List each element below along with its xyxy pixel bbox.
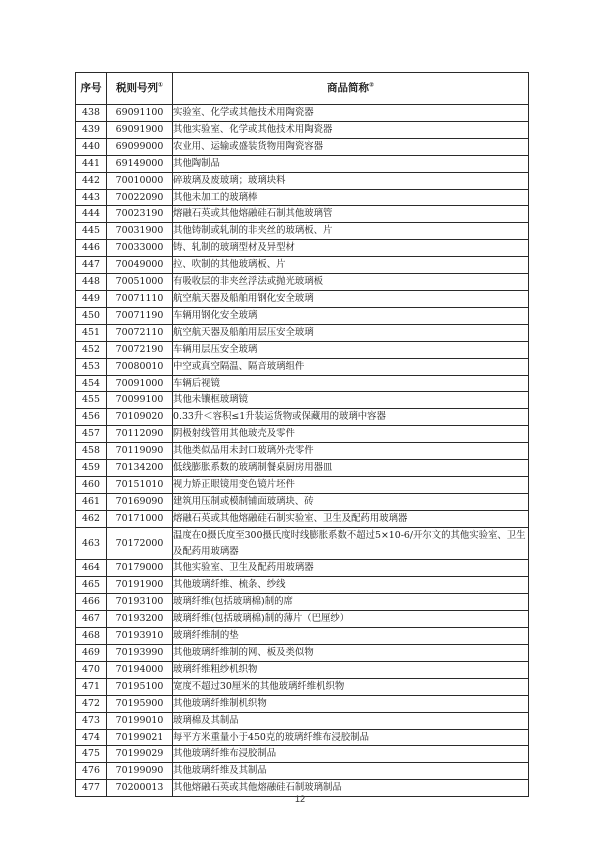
row-number-cell: 472 [76, 695, 107, 712]
table-row [76, 510, 529, 527]
tariff-code-cell: 69149000 [107, 155, 173, 172]
product-name-cell: 阴极射线管用其他玻壳及零件 [173, 426, 529, 443]
tariff-code-cell: 70195900 [107, 695, 173, 712]
row-number-cell: 456 [76, 409, 107, 426]
row-number-cell: 444 [76, 206, 107, 223]
product-name-cell: 熔融石英或其他熔融硅石制实验室、卫生及配药用玻璃器 [173, 510, 529, 527]
row-number-cell: 475 [76, 746, 107, 763]
row-number-cell: 439 [76, 121, 107, 138]
table-header [76, 73, 529, 105]
row-number-cell: 466 [76, 594, 107, 611]
row-number-cell: 453 [76, 358, 107, 375]
tariff-code-cell: 70172000 [107, 527, 173, 560]
row-number-cell: 446 [76, 240, 107, 257]
tariff-code-cell: 70199029 [107, 746, 173, 763]
row-number-cell: 471 [76, 678, 107, 695]
product-name-cell: 0.33升＜容积≤1升装运货物或保藏用的玻璃中容器 [173, 409, 529, 426]
table-row [76, 426, 529, 443]
table-row [76, 375, 529, 392]
row-number-cell: 443 [76, 189, 107, 206]
header-no: 序号 [76, 73, 107, 105]
tariff-code-cell: 70091000 [107, 375, 173, 392]
row-number-cell: 447 [76, 257, 107, 274]
product-name-cell: 玻璃纤维(包括玻璃棉)制的薄片（巴厘纱） [173, 611, 529, 628]
row-number-cell: 451 [76, 324, 107, 341]
header-code: 税则号列① [107, 73, 173, 105]
tariff-code-cell: 70119090 [107, 443, 173, 460]
table-row [76, 678, 529, 695]
table-row [76, 560, 529, 577]
table-row [76, 105, 529, 122]
table-row [76, 358, 529, 375]
row-number-cell: 476 [76, 763, 107, 780]
tariff-code-cell: 70010000 [107, 172, 173, 189]
table-row [76, 138, 529, 155]
product-name-cell: 低线膨胀系数的玻璃制餐桌厨房用器皿 [173, 460, 529, 477]
table-row [76, 661, 529, 678]
tariff-code-cell: 70193100 [107, 594, 173, 611]
product-name-cell: 其他实验室、卫生及配药用玻璃器 [173, 560, 529, 577]
table-row [76, 223, 529, 240]
table-row [76, 527, 529, 560]
tariff-code-cell: 70193910 [107, 628, 173, 645]
row-number-cell: 470 [76, 661, 107, 678]
row-number-cell: 440 [76, 138, 107, 155]
tariff-code-cell: 70072110 [107, 324, 173, 341]
tariff-code-cell: 70194000 [107, 661, 173, 678]
product-name-cell: 其他熔融石英或其他熔融硅石制玻璃制品 [173, 780, 529, 797]
row-number-cell: 465 [76, 577, 107, 594]
tariff-code-cell: 69091100 [107, 105, 173, 122]
row-number-cell: 477 [76, 780, 107, 797]
tariff-code-cell: 70134200 [107, 460, 173, 477]
tariff-code-cell: 70072190 [107, 341, 173, 358]
product-name-cell: 玻璃棉及其制品 [173, 712, 529, 729]
product-name-cell: 其他实验室、化学或其他技术用陶瓷器 [173, 121, 529, 138]
table-row [76, 172, 529, 189]
footnote-mark-1: ① [157, 81, 164, 89]
table-row [76, 493, 529, 510]
row-number-cell: 463 [76, 527, 107, 560]
product-name-cell: 玻璃纤维粗纱机织物 [173, 661, 529, 678]
product-name-cell: 拉、吹制的其他玻璃板、片 [173, 257, 529, 274]
table-row [76, 274, 529, 291]
row-number-cell: 450 [76, 307, 107, 324]
table-row [76, 257, 529, 274]
tariff-code-cell: 70195100 [107, 678, 173, 695]
product-name-cell: 玻璃纤维(包括玻璃棉)制的席 [173, 594, 529, 611]
tariff-code-cell: 70099100 [107, 392, 173, 409]
row-number-cell: 460 [76, 476, 107, 493]
tariff-code-cell: 70022090 [107, 189, 173, 206]
row-number-cell: 454 [76, 375, 107, 392]
product-name-cell: 车辆用层压安全玻璃 [173, 341, 529, 358]
product-name-cell: 其他未镶框玻璃镜 [173, 392, 529, 409]
product-name-cell: 有吸收层的非夹丝浮法或抛光玻璃板 [173, 274, 529, 291]
row-number-cell: 457 [76, 426, 107, 443]
product-name-cell: 其他铸制或轧制的非夹丝的玻璃板、片 [173, 223, 529, 240]
row-number-cell: 455 [76, 392, 107, 409]
product-name-cell: 其他类似品用未封口玻璃外壳零件 [173, 443, 529, 460]
table-row [76, 307, 529, 324]
tariff-code-cell: 70051000 [107, 274, 173, 291]
tariff-code-cell: 70199090 [107, 763, 173, 780]
tariff-code-cell: 70033000 [107, 240, 173, 257]
row-number-cell: 461 [76, 493, 107, 510]
table-row [76, 763, 529, 780]
table-row [76, 443, 529, 460]
tariff-code-cell: 70193200 [107, 611, 173, 628]
tariff-code-cell: 70191900 [107, 577, 173, 594]
tariff-code-cell: 70112090 [107, 426, 173, 443]
row-number-cell: 438 [76, 105, 107, 122]
row-number-cell: 468 [76, 628, 107, 645]
tariff-code-cell: 70193990 [107, 645, 173, 662]
row-number-cell: 452 [76, 341, 107, 358]
table-row [76, 206, 529, 223]
table-row [76, 695, 529, 712]
product-name-cell: 农业用、运输或盛装货物用陶瓷容器 [173, 138, 529, 155]
tariff-code-cell: 70031900 [107, 223, 173, 240]
table-row [76, 392, 529, 409]
product-name-cell: 温度在0摄氏度至300摄氏度时线膨胀系数不超过5×10-6/开尔文的其他实验室、卫生及配药用玻璃器 [173, 527, 529, 560]
table-row [76, 341, 529, 358]
tariff-code-cell: 70199010 [107, 712, 173, 729]
tariff-code-cell: 70171000 [107, 510, 173, 527]
table-row [76, 460, 529, 477]
row-number-cell: 448 [76, 274, 107, 291]
product-name-cell: 中空或真空隔温、隔音玻璃组件 [173, 358, 529, 375]
product-name-cell: 车辆用钢化安全玻璃 [173, 307, 529, 324]
tariff-code-cell: 70023190 [107, 206, 173, 223]
product-name-cell: 熔融石英或其他熔融硅石制其他玻璃管 [173, 206, 529, 223]
row-number-cell: 469 [76, 645, 107, 662]
table-row [76, 409, 529, 426]
table-row [76, 594, 529, 611]
product-name-cell: 其他玻璃纤维布浸胶制品 [173, 746, 529, 763]
row-number-cell: 474 [76, 729, 107, 746]
table-row [76, 628, 529, 645]
row-number-cell: 473 [76, 712, 107, 729]
table-row [76, 155, 529, 172]
row-number-cell: 449 [76, 290, 107, 307]
tariff-code-cell: 70049000 [107, 257, 173, 274]
table-row [76, 746, 529, 763]
tariff-table [75, 72, 529, 797]
row-number-cell: 458 [76, 443, 107, 460]
tariff-code-cell: 69099000 [107, 138, 173, 155]
header-row [76, 73, 529, 105]
table-row [76, 645, 529, 662]
table-row [76, 240, 529, 257]
product-name-cell: 其他玻璃纤维制机织物 [173, 695, 529, 712]
table-row [76, 729, 529, 746]
row-number-cell: 445 [76, 223, 107, 240]
tariff-code-cell: 70179000 [107, 560, 173, 577]
table-row [76, 290, 529, 307]
table-row [76, 121, 529, 138]
product-name-cell: 碎玻璃及废玻璃；玻璃块料 [173, 172, 529, 189]
row-number-cell: 459 [76, 460, 107, 477]
product-name-cell: 车辆后视镜 [173, 375, 529, 392]
header-name: 商品简称② [173, 73, 529, 105]
tariff-code-cell: 70071190 [107, 307, 173, 324]
product-name-cell: 实验室、化学或其他技术用陶瓷器 [173, 105, 529, 122]
table-row [76, 611, 529, 628]
table-row [76, 577, 529, 594]
product-name-cell: 每平方米重量小于450克的玻璃纤维布浸胶制品 [173, 729, 529, 746]
product-name-cell: 航空航天器及船舶用层压安全玻璃 [173, 324, 529, 341]
tariff-code-cell: 70080010 [107, 358, 173, 375]
product-name-cell: 其他玻璃纤维、梳条、纱线 [173, 577, 529, 594]
tariff-code-cell: 70199021 [107, 729, 173, 746]
product-name-cell: 宽度不超过30厘米的其他玻璃纤维机织物 [173, 678, 529, 695]
page-number: 12 [294, 794, 305, 804]
tariff-code-cell: 70071110 [107, 290, 173, 307]
tariff-code-cell: 70151010 [107, 476, 173, 493]
product-name-cell: 玻璃纤维制的垫 [173, 628, 529, 645]
product-name-cell: 其他玻璃纤维制的网、板及类似物 [173, 645, 529, 662]
product-name-cell: 其他未加工的玻璃棒 [173, 189, 529, 206]
row-number-cell: 467 [76, 611, 107, 628]
product-name-cell: 建筑用压制或模制铺面玻璃块、砖 [173, 493, 529, 510]
product-name-cell: 视力矫正眼镜用变色镜片坯件 [173, 476, 529, 493]
footnote-mark-2: ② [368, 81, 375, 89]
tariff-code-cell: 70169090 [107, 493, 173, 510]
tariff-code-cell: 69091900 [107, 121, 173, 138]
table-row [76, 712, 529, 729]
table-row [76, 324, 529, 341]
product-name-cell: 航空航天器及船舶用钢化安全玻璃 [173, 290, 529, 307]
row-number-cell: 464 [76, 560, 107, 577]
product-name-cell: 其他玻璃纤维及其制品 [173, 763, 529, 780]
product-name-cell: 铸、轧制的玻璃型材及异型材 [173, 240, 529, 257]
tariff-code-cell: 70200013 [107, 780, 173, 797]
row-number-cell: 441 [76, 155, 107, 172]
table-body [76, 105, 529, 797]
table-row [76, 476, 529, 493]
table-row [76, 189, 529, 206]
row-number-cell: 442 [76, 172, 107, 189]
row-number-cell: 462 [76, 510, 107, 527]
product-name-cell: 其他陶制品 [173, 155, 529, 172]
tariff-code-cell: 70109020 [107, 409, 173, 426]
